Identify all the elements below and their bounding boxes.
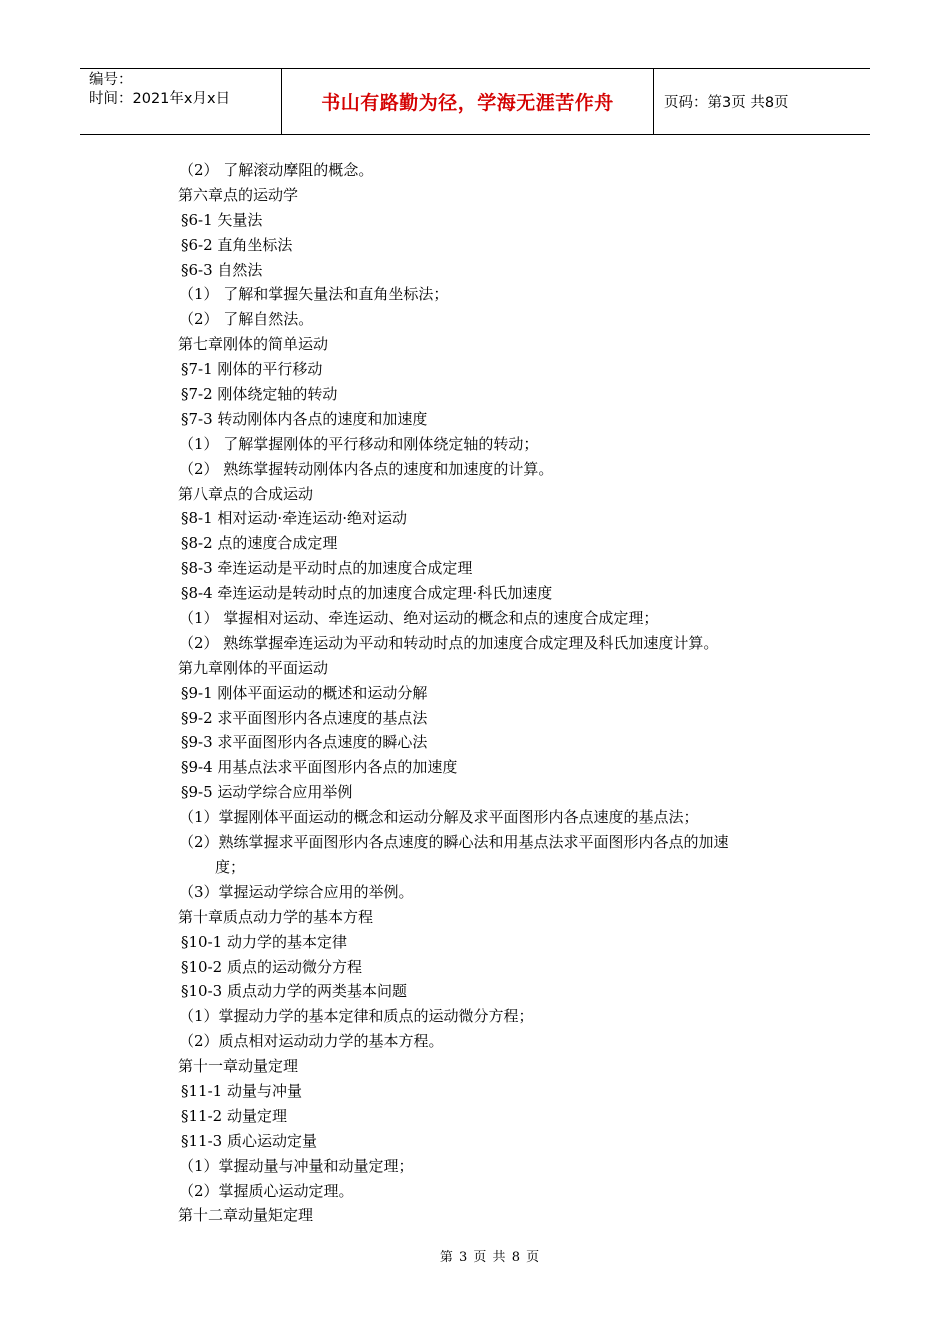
section-item: §6-1 矢量法 — [181, 210, 263, 229]
list-item: （2）质点相对运动动力学的基本方程。 — [179, 1032, 444, 1051]
section-item: §6-2 直角坐标法 — [181, 235, 293, 254]
section-item: §10-3 质点动力学的两类基本问题 — [181, 982, 407, 1001]
section-item: §11-3 质心运动定量 — [181, 1131, 317, 1150]
section-item: §10-2 质点的运动微分方程 — [181, 957, 362, 976]
section-item: §11-1 动量与冲量 — [181, 1081, 302, 1100]
section-item: §8-1 相对运动·牵连运动·绝对运动 — [181, 509, 407, 528]
chapter-heading: 第七章刚体的简单运动 — [178, 335, 329, 354]
chapter-heading: 第十二章动量矩定理 — [178, 1206, 314, 1225]
chapter-heading: 第六章点的运动学 — [178, 185, 299, 204]
list-item: （2） 熟练掌握转动刚体内各点的速度和加速度的计算。 — [179, 459, 554, 478]
list-item: （2）熟练掌握求平面图形内各点速度的瞬心法和用基点法求平面图形内各点的加速 — [179, 833, 729, 852]
section-item: §9-5 运动学综合应用举例 — [181, 783, 353, 802]
section-item: §8-3 牵连运动是平动时点的加速度合成定理 — [181, 559, 473, 578]
section-item: §10-1 动力学的基本定律 — [181, 932, 347, 951]
list-item: （1）掌握动量与冲量和动量定理； — [179, 1156, 414, 1175]
section-item: §8-2 点的速度合成定理 — [181, 534, 338, 553]
list-item: （1）掌握动力学的基本定律和质点的运动微分方程； — [179, 1007, 534, 1026]
section-item: §7-1 刚体的平行移动 — [181, 360, 323, 379]
page-footer: 第 3 页 共 8 页 — [439, 1250, 541, 1265]
document-time-label: 时间：2021年x月x日 — [89, 91, 231, 107]
document-number-label: 编号： — [89, 72, 133, 88]
section-item: §9-4 用基点法求平面图形内各点的加速度 — [181, 758, 458, 777]
list-item: （2） 了解自然法。 — [179, 310, 314, 329]
header-meta — [80, 69, 282, 134]
chapter-heading: 第八章点的合成运动 — [178, 484, 314, 503]
list-item: （2） 了解滚动摩阻的概念。 — [179, 161, 374, 179]
list-item: （2） 熟练掌握牵连运动为平动和转动时点的加速度合成定理及科氏加速度计算。 — [179, 633, 719, 652]
section-item: §8-4 牵连运动是转动时点的加速度合成定理·科氏加速度 — [181, 584, 553, 603]
section-item: §9-3 求平面图形内各点速度的瞬心法 — [181, 733, 428, 752]
list-item-continuation: 度； — [215, 857, 246, 876]
list-item: （1） 掌握相对运动、牵连运动、绝对运动的概念和点的速度合成定理； — [179, 609, 659, 628]
list-item: （1） 了解和掌握矢量法和直角坐标法； — [179, 285, 449, 304]
list-item: （1）掌握刚体平面运动的概念和运动分解及求平面图形内各点速度的基点法； — [179, 808, 699, 827]
list-item: （2）掌握质心运动定理。 — [179, 1181, 354, 1200]
chapter-heading: 第十一章动量定理 — [178, 1057, 299, 1076]
section-item: §9-2 求平面图形内各点速度的基点法 — [181, 708, 428, 727]
section-item: §7-3 转动刚体内各点的速度和加速度 — [181, 409, 428, 428]
chapter-heading: 第十章质点动力学的基本方程 — [178, 907, 374, 926]
header-page-number: 页码：第3页 共8页 — [664, 95, 789, 111]
document-body — [178, 158, 818, 1228]
section-item: §9-1 刚体平面运动的概述和运动分解 — [181, 683, 428, 702]
list-item: （3）掌握运动学综合应用的举例。 — [179, 882, 414, 901]
document-header — [80, 68, 870, 135]
section-item: §6-3 自然法 — [181, 260, 263, 279]
section-item: §7-2 刚体绕定轴的转动 — [181, 385, 338, 404]
header-motto: 书山有路勤为径，学海无涯苦作舟 — [282, 69, 654, 134]
chapter-heading: 第九章刚体的平面运动 — [178, 658, 329, 677]
list-item: （1） 了解掌握刚体的平行移动和刚体绕定轴的转动； — [179, 434, 539, 453]
section-item: §11-2 动量定理 — [181, 1106, 287, 1125]
